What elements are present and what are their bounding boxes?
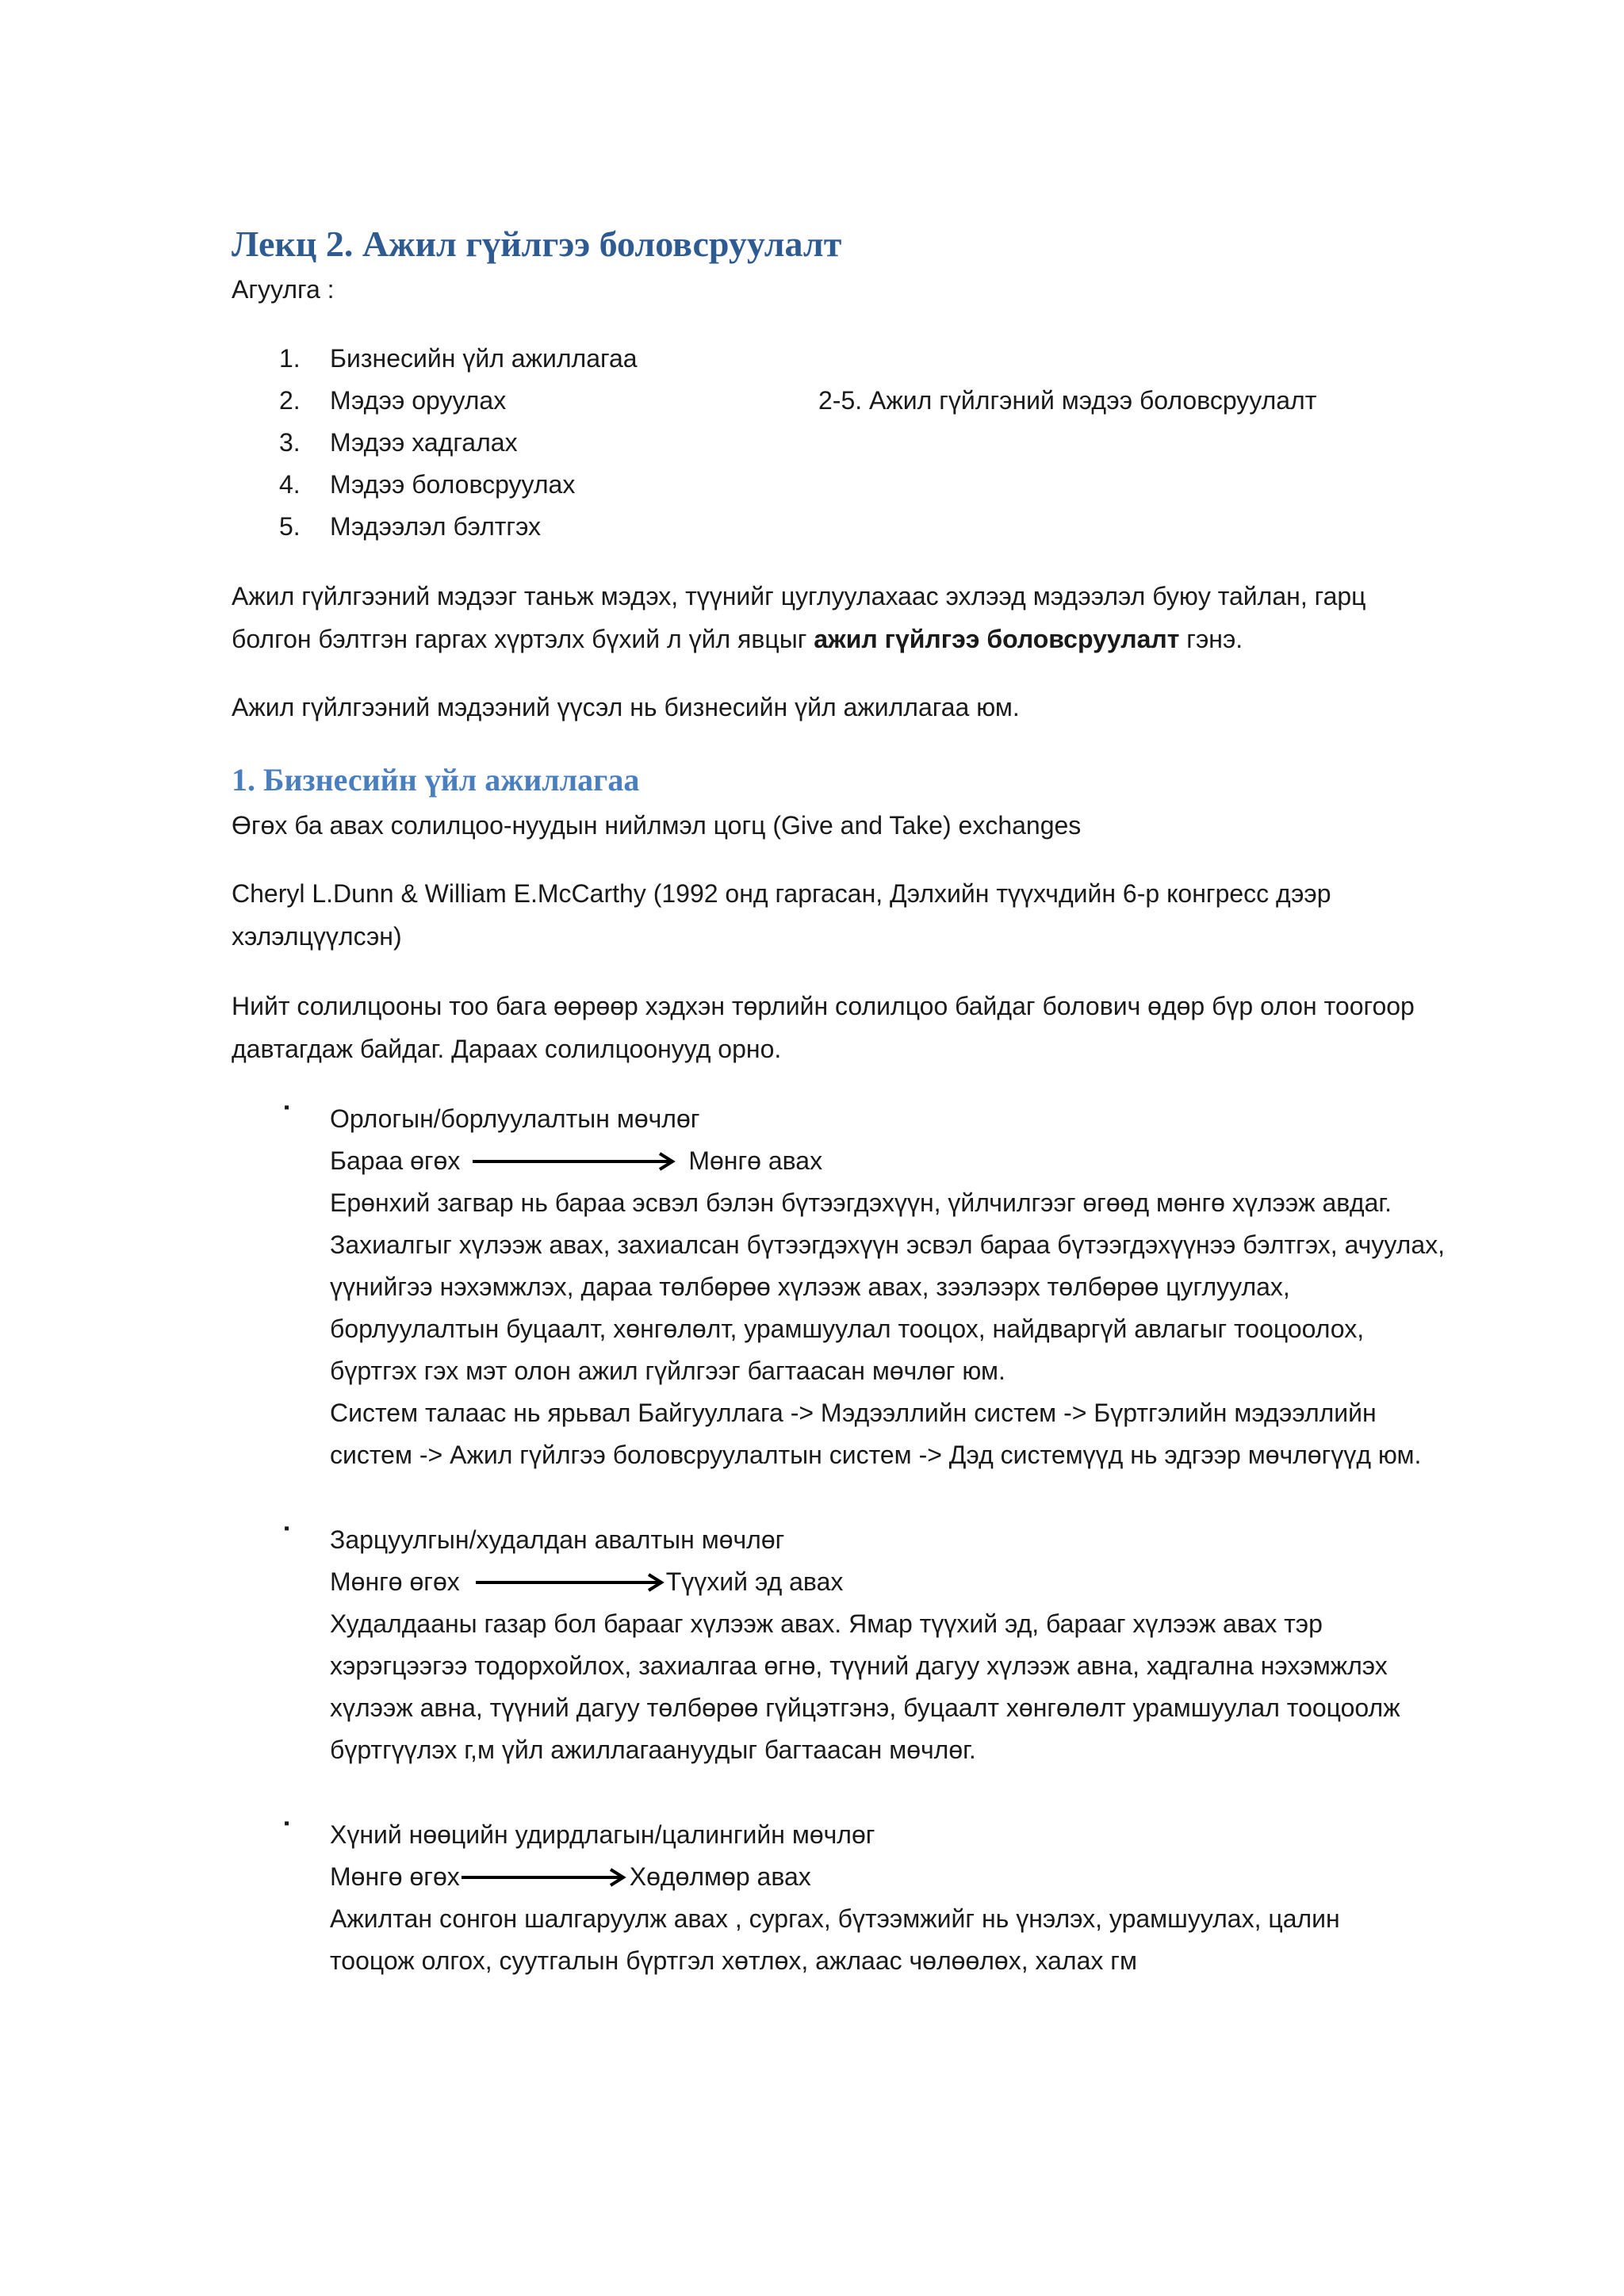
cycle-line: Систем талаас нь ярьвал Байгууллага -> Мэдээллийн систем -> Бүртгэлийн мэдээллийн bbox=[330, 1399, 1377, 1427]
cycle-title: Хүний нөөцийн удирдлагын/цалингийн мөчлөг bbox=[330, 1820, 875, 1849]
paragraph-line: Cheryl L.Dunn & William E.McCarthy (1992 онд гаргасан, Дэлхийн түүхчдийн 6-р конгресс дээр bbox=[232, 879, 1331, 908]
toc-label: Мэдээ хадгалах bbox=[330, 428, 518, 457]
paragraph-line: Нийт солилцооны тоо бага өөрөөр хэдхэн төрлийн солилцоо байдаг болович өдөр бүр олон тоогоор bbox=[232, 992, 1415, 1020]
intro-bold-term: ажил гүйлгээ боловсруулалт bbox=[814, 625, 1180, 653]
paragraph-line: хэлэлцүүлсэн) bbox=[232, 922, 402, 951]
table-of-contents bbox=[279, 338, 638, 548]
intro-paragraph bbox=[232, 575, 1532, 660]
bullet-marker: ▪ bbox=[284, 1815, 290, 1832]
arrow-right-icon bbox=[476, 1573, 666, 1592]
toc-number: 2. bbox=[279, 386, 301, 415]
give-label: Мөнгө өгөх bbox=[330, 1567, 460, 1596]
cycle-title: Зарцуулгын/худалдан авалтын мөчлөг bbox=[330, 1525, 785, 1554]
give-label: Мөнгө өгөх bbox=[330, 1862, 460, 1891]
exchange-line bbox=[330, 1561, 1535, 1603]
cycle-title: Орлогын/борлуулалтын мөчлөг bbox=[330, 1104, 700, 1133]
toc-label: Мэдээлэл бэлтгэх bbox=[330, 512, 542, 541]
cycle-line: Ажилтан сонгон шалгаруулж авах , сургах, бүтээмжийг нь үнэлэх, урамшуулах, цалин bbox=[330, 1904, 1340, 1933]
toc-item bbox=[279, 464, 638, 506]
toc-number: 4. bbox=[279, 470, 301, 499]
take-label: Хөдөлмөр авах bbox=[629, 1862, 811, 1891]
cycle-line: борлуулалтын буцаалт, хөнгөлөлт, урамшуулал тооцох, найдваргүй авлагыг тооцоолох, bbox=[330, 1314, 1365, 1343]
toc-item bbox=[279, 506, 638, 548]
toc-item bbox=[279, 338, 638, 380]
toc-label: Бизнесийн үйл ажиллагаа bbox=[330, 344, 638, 373]
intro-text: болгон бэлтгэн гаргах хүртэлх бүхий л үйл явцыг bbox=[232, 625, 814, 653]
cycle-line: хүлээж авна, түүний дагуу төлбөрөө гүйцэтгэнэ, буцаалт хөнгөлөлт урамшуулал тооцоолж bbox=[330, 1693, 1400, 1722]
take-label: Түүхий эд авах bbox=[665, 1567, 844, 1596]
cycle-line: бүртгэх гэх мэт олон ажил гүйлгээг багтаасан мөчлөг юм. bbox=[330, 1357, 1005, 1385]
cycle-line: систем -> Ажил гүйлгээ боловсруулалтын систем -> Дэд системүүд нь эдгээр мөчлөгүүд юм. bbox=[330, 1441, 1422, 1469]
cycle-line: Ерөнхий загвар нь бараа эсвэл бэлэн бүтээгдэхүүн, үйлчилгээг өгөөд мөнгө хүлээж авдаг. bbox=[330, 1188, 1392, 1217]
bullet-marker: ▪ bbox=[284, 1099, 290, 1116]
toc-side-note: 2-5. Ажил гүйлгэний мэдээ боловсруулалт bbox=[818, 386, 1317, 415]
toc-label: Мэдээ боловсруулах bbox=[330, 470, 576, 499]
toc-label: Мэдээ оруулах bbox=[330, 386, 507, 415]
contents-label: Агуулга : bbox=[232, 275, 335, 304]
toc-number: 5. bbox=[279, 512, 301, 541]
cycle-item bbox=[330, 1519, 1535, 1771]
exchange-line bbox=[330, 1140, 1535, 1182]
exchange-line bbox=[330, 1856, 1535, 1898]
cycle-line: Худалдааны газар бол барааг хүлээж авах. Ямар түүхий эд, барааг хүлээж авах тэр bbox=[330, 1609, 1323, 1638]
cycle-line: тооцож олгох, суутгалын бүртгэл хөтлөх, ажлаас чөлөөлөх, халах гм bbox=[330, 1946, 1137, 1975]
arrow-right-icon bbox=[473, 1152, 679, 1171]
cycle-line: бүртгүүлэх г,м үйл ажиллагаануудыг багтаасан мөчлөг. bbox=[330, 1735, 976, 1764]
cycle-line: үүнийгээ нэхэмжлэх, дараа төлбөрөө хүлээж авах, зээлээрх төлбөрөө цуглуулах, bbox=[330, 1272, 1290, 1301]
section-paragraph bbox=[232, 872, 1532, 958]
page-title: Лекц 2. Ажил гүйлгээ боловсруулалт bbox=[232, 224, 842, 264]
bullet-marker: ▪ bbox=[284, 1520, 290, 1537]
section-paragraph: Өгөх ба авах солилцоо-нуудын нийлмэл цогц (Give and Take) exchanges bbox=[232, 811, 1082, 840]
toc-number: 3. bbox=[279, 428, 301, 457]
cycle-item bbox=[330, 1098, 1535, 1476]
cycle-line: Захиалгыг хүлээж авах, захиалсан бүтээгдэхүүн эсвэл бараа бүтээгдэхүүнээ бэлтгэх, ачуулах, bbox=[330, 1230, 1445, 1259]
toc-number: 1. bbox=[279, 344, 301, 373]
toc-item bbox=[279, 380, 638, 422]
section-paragraph bbox=[232, 985, 1532, 1070]
cycle-item bbox=[330, 1814, 1535, 1982]
paragraph-line: давтагдаж байдаг. Дараах солилцоонууд орно. bbox=[232, 1035, 782, 1063]
intro-text: гэнэ. bbox=[1179, 625, 1243, 653]
toc-item bbox=[279, 422, 638, 464]
intro-line bbox=[232, 618, 1532, 660]
give-label: Бараа өгөх bbox=[330, 1146, 461, 1175]
take-label: Мөнгө авах bbox=[688, 1146, 823, 1175]
intro-origin-paragraph: Ажил гүйлгээний мэдээний үүсэл нь бизнесийн үйл ажиллагаа юм. bbox=[232, 693, 1020, 721]
arrow-right-icon bbox=[462, 1868, 628, 1887]
section-heading: 1. Бизнесийн үйл ажиллагаа bbox=[232, 762, 640, 798]
cycle-line: хэрэгцээгээ тодорхойлох, захиалгаа өгнө, түүний дагуу хүлээж авна, хадгална нэхэмжлэх bbox=[330, 1651, 1388, 1680]
intro-line: Ажил гүйлгээний мэдээг таньж мэдэх, түүнийг цуглуулахаас эхлээд мэдээлэл буюу тайлан, гарц bbox=[232, 582, 1366, 610]
